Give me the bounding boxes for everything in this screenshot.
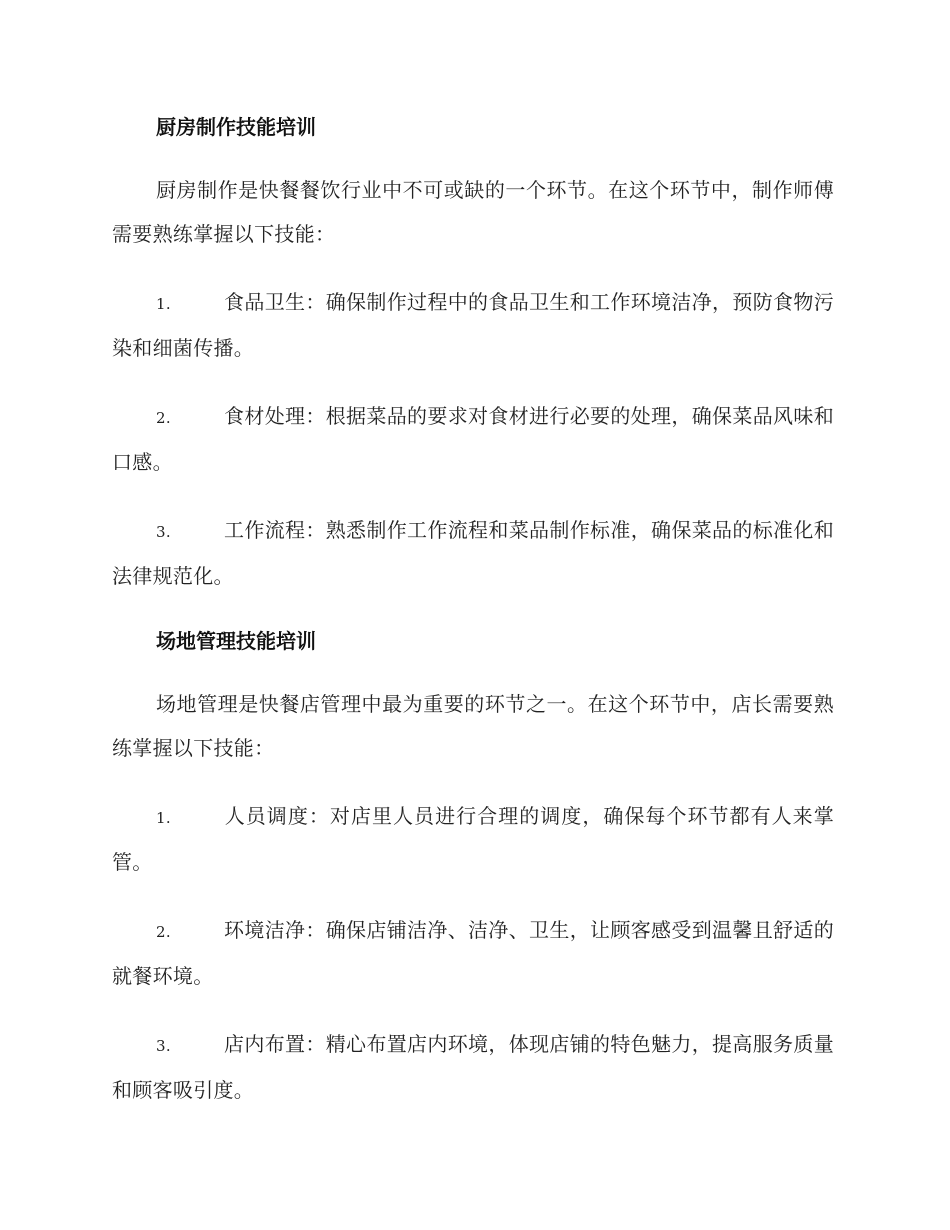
list-item	[112, 1022, 834, 1112]
numbered-list	[112, 280, 834, 598]
section-heading: 场地管理技能培训	[156, 629, 316, 653]
list-item-number: 1.	[156, 295, 171, 313]
list-item-text: 食品卫生：确保制作过程中的食品卫生和工作环境洁净，预防食物污染和细菌传播。	[112, 290, 834, 360]
list-item-number: 1.	[156, 809, 171, 827]
list-item	[112, 908, 834, 998]
section-venue-management	[112, 622, 834, 1112]
section-intro: 场地管理是快餐店管理中最为重要的环节之一。在这个环节中，店长需要熟练掌握以下技能：	[112, 692, 834, 760]
list-item	[112, 394, 834, 484]
list-item-number: 3.	[156, 523, 171, 541]
list-item-text: 人员调度：对店里人员进行合理的调度，确保每个环节都有人来掌管。	[112, 804, 834, 874]
list-item	[112, 794, 834, 884]
section-kitchen-skills	[112, 108, 834, 598]
list-item-number: 2.	[156, 923, 171, 941]
list-item	[112, 280, 834, 370]
numbered-list	[112, 794, 834, 1112]
section-heading: 厨房制作技能培训	[156, 115, 316, 139]
list-item	[112, 508, 834, 598]
list-item-number: 2.	[156, 409, 171, 427]
document-page	[112, 108, 834, 1136]
list-item-text: 工作流程：熟悉制作工作流程和菜品制作标准，确保菜品的标准化和法律规范化。	[112, 518, 834, 588]
list-item-text: 店内布置：精心布置店内环境，体现店铺的特色魅力，提高服务质量和顾客吸引度。	[112, 1032, 834, 1102]
list-item-text: 食材处理：根据菜品的要求对食材进行必要的处理，确保菜品风味和口感。	[112, 404, 834, 474]
list-item-number: 3.	[156, 1037, 171, 1055]
list-item-text: 环境洁净：确保店铺洁净、洁净、卫生，让顾客感受到温馨且舒适的就餐环境。	[112, 918, 834, 988]
section-intro: 厨房制作是快餐餐饮行业中不可或缺的一个环节。在这个环节中，制作师傅需要熟练掌握以下技能：	[112, 178, 834, 246]
